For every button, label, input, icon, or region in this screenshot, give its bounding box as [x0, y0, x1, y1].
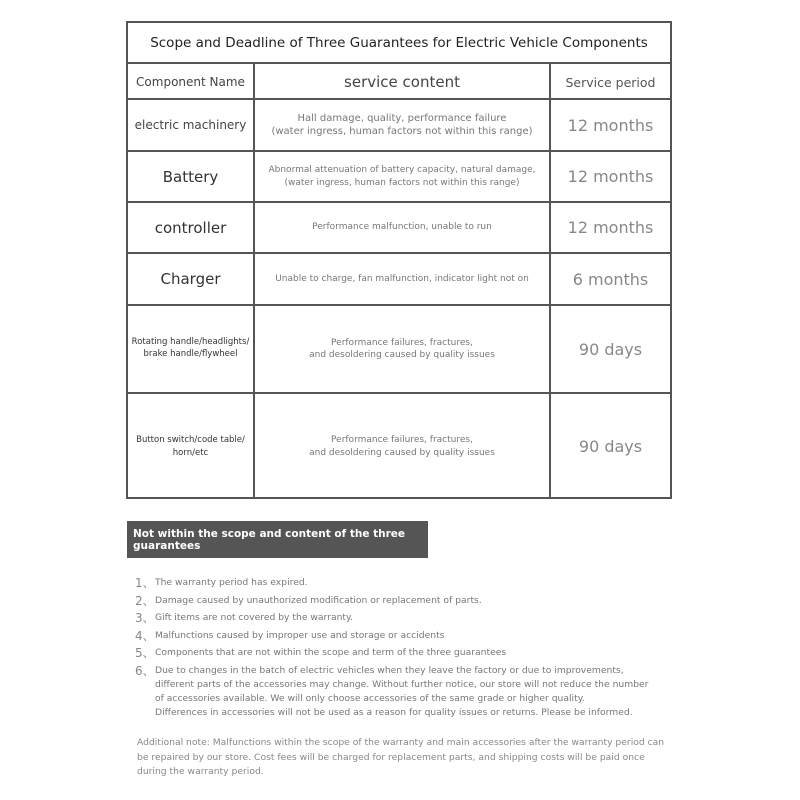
list-item-text: The warranty period has expired.: [155, 577, 308, 588]
list-item-text: Malfunctions caused by improper use and storage or accidents: [155, 629, 445, 641]
component-name-controller: controller: [154, 218, 227, 237]
list-item-text: Due to changes in the batch of electric vehicles when they leave the factory or due to improvements, different parts of the accessories may change. Without further notice, our store will not reduce the number of accessories available. We will only choose accessories of the same grade or higher quality. Differences in accessories will not be used as a reason for quality issues or returns. Please be informed.: [155, 664, 649, 718]
service-period-button-switch: 90 days: [578, 437, 643, 456]
list-item: [135, 664, 675, 720]
component-name-electric-machinery: electric machinery: [134, 118, 247, 132]
service-period-charger: 6 months: [572, 269, 649, 289]
list-item-text: Components that are not within the scope and term of the three guarantees: [155, 647, 507, 658]
list-item-text: Gift items are not covered by the warranty.: [155, 612, 354, 623]
additional-note: Additional note: Malfunctions within the scope of the warranty and main accessories after the warranty period can be repaired by our store. Cost fees will be charged for replacement parts, and shipping costs will be paid once during the warranty period.: [137, 737, 665, 777]
list-item: [135, 629, 675, 643]
service-period-electric-machinery: 12 months: [567, 115, 654, 135]
component-name-rotating-handle: Rotating handle/headlights/ brake handle/flywheel: [131, 337, 250, 360]
list-item-number: 5、: [135, 646, 155, 660]
component-name-battery: Battery: [162, 167, 219, 186]
list-item-number: 2、: [135, 593, 155, 608]
service-content-rotating-handle: Performance failures, fractures, and desoldering caused by quality issues: [309, 337, 495, 360]
list-item: [135, 594, 675, 608]
exclusions-list: [135, 576, 675, 723]
list-item-text: Damage caused by unauthorized modification or replacement of parts.: [155, 594, 482, 606]
service-content-battery: Abnormal attenuation of battery capacity, natural damage, (water ingress, human factors not within this range): [268, 165, 536, 188]
list-item: [135, 576, 675, 590]
service-content-electric-machinery: Hall damage, quality, performance failure (water ingress, human factors not within this range): [271, 113, 533, 137]
service-period-controller: 12 months: [567, 218, 654, 237]
service-content-controller: Performance malfunction, unable to run: [312, 222, 492, 233]
list-item-number: 1、: [135, 576, 155, 590]
service-content-charger: Unable to charge, fan malfunction, indicator light not on: [275, 273, 529, 284]
header-service-period: Service period: [565, 74, 656, 90]
component-name-charger: Charger: [160, 270, 221, 288]
header-component-name: Component Name: [136, 75, 245, 89]
list-item-number: 3、: [135, 611, 155, 625]
list-item-number: 4、: [135, 628, 155, 643]
list-item: [135, 646, 675, 660]
service-period-rotating-handle: 90 days: [578, 339, 643, 359]
list-item: [135, 611, 675, 625]
table-title: Scope and Deadline of Three Guarantees for Electric Vehicle Components: [128, 23, 670, 64]
warranty-table: [126, 21, 672, 499]
header-service-content: service content: [344, 73, 460, 91]
list-item-number: 6、: [135, 663, 155, 678]
service-period-battery: 12 months: [567, 167, 654, 186]
service-content-button-switch: Performance failures, fractures, and desoldering caused by quality issues: [309, 435, 495, 458]
exclusions-banner: Not within the scope and content of the three guarantees: [127, 521, 428, 558]
component-name-button-switch: Button switch/code table/ horn/etc: [136, 435, 245, 458]
